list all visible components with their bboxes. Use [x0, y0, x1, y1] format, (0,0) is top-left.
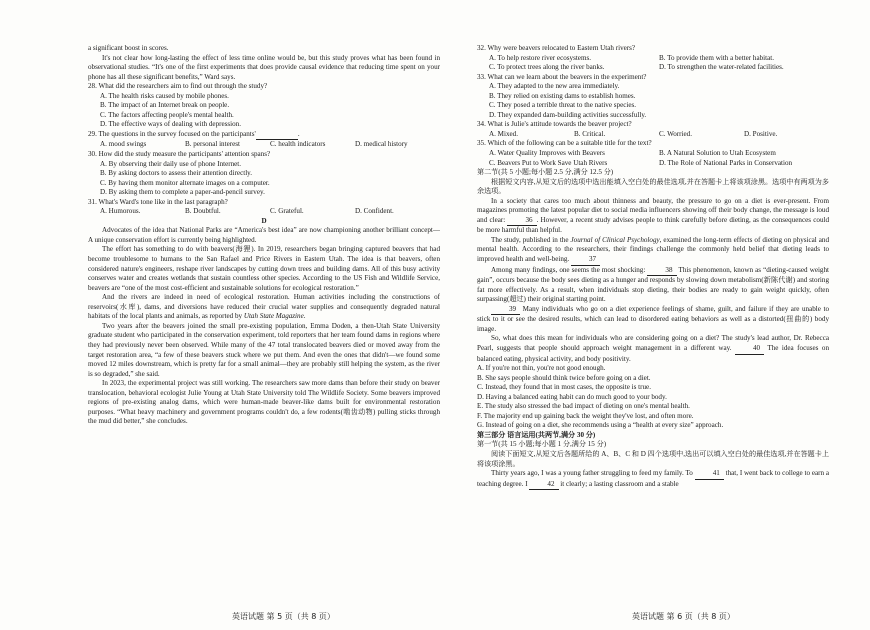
section-title: 第二节(共 5 小题;每小题 2.5 分,满分 12.5 分): [477, 168, 614, 177]
option: A. mood swings: [100, 140, 147, 149]
options-row: [477, 130, 829, 140]
paragraph: And the rivers are indeed in need of ecological restoration. Human activities including the constructions of reservoirs(水库), dams, and diversions have reduced their crucial water supplies and consequently degraded natural habitats of the local plants and animals, as reported by Utah State Magazine.: [88, 293, 440, 321]
options-row: [477, 63, 829, 73]
option: B. A Natural Solution to Utah Ecosystem: [659, 149, 776, 158]
option: C. To protect trees along the river banks.: [489, 63, 605, 72]
left-column: [88, 44, 440, 427]
option: A. To help restore river ecosystems.: [489, 53, 592, 62]
option: D. They expanded dam-building activities successfully.: [489, 110, 647, 119]
page-footer-left: 英语试题 第 5 页（共 8 页）: [232, 612, 335, 621]
section-title: 第一节(共 15 小题;每小题 1 分,满分 15 分): [477, 440, 607, 449]
option: A. If you're not thin, you're not good enough.: [477, 364, 606, 373]
part-heading: 第三部分 语言运用(共两节,满分 30 分): [477, 430, 596, 439]
option: F. The majority end up gaining back the weight they've lost, and often more.: [477, 411, 694, 420]
option: D. Confident.: [355, 207, 394, 216]
option: A. Water Quality Improves with Beavers: [489, 149, 605, 158]
paragraph: Thirty years ago, I was a young father struggling to feed my family. To 41 that, I went back to college to earn a teaching degree. I 42 it clearly; a lasting classroom and a stable: [477, 469, 829, 490]
option: A. They adapted to the new area immediately.: [489, 82, 620, 91]
options-row: [477, 149, 829, 159]
paragraph: In a society that cares too much about thinness and beauty, the pressure to go on a diet is ever-present. From magazines promoting the latest popular diet to social media influencers showing off their body change, the message is loud and clear: 36 . However, a recent study advises people to think carefully before dieting, as the consequences could be more harmful than helpful.: [477, 196, 830, 235]
answer-blank-40: 40: [735, 344, 764, 355]
option: B. They relied on existing dams to establish homes.: [489, 91, 636, 100]
option: B. Doubtful.: [185, 207, 221, 216]
paragraph: a significant boost in scores.: [88, 44, 169, 52]
option: A. The health risks caused by mobile phones.: [100, 91, 229, 100]
paragraph: It's not clear how long-lasting the effect of less time online would be, but this study proves what has been found in observational studies. “It's one of the first experiments that does provide causal evidence that reducing time spent on your phone has all these significant benefits,” Ward says.: [88, 53, 440, 81]
answer-blank-37: 37: [571, 255, 600, 266]
options-row: [477, 159, 829, 169]
option: E. The study also stressed the bad impact of dieting on one's mental health.: [477, 402, 690, 411]
question-32: 32. Why were beavers relocated to Eastern Utah rivers?: [477, 44, 636, 52]
option: D. Positive.: [744, 129, 778, 138]
answer-blank-42: 42: [529, 480, 558, 491]
question-30: 30. How did the study measure the participants' attention spans?: [88, 150, 271, 159]
option: C. health indicators: [270, 140, 326, 149]
answer-blank-41: 41: [695, 469, 724, 480]
paragraph: In 2023, the experimental project was still working. The researchers saw more dams than before their study on beaver translocation, behavioral ecologist Julie Young at Utah State University told The Wildlife Society. Some beavers improved regions of pre-existing analog dams, which were human-made beaver-like dams built for environmental restoration purposes. “What heavy machinery and government programs couldn't do, a few rodents(啮齿动物) pulling sticks through the mud did better,” she concludes.: [88, 379, 440, 426]
option: B. She says people should think twice before going on a diet.: [477, 373, 651, 382]
option: D. By asking them to complete a paper-and-pencil survey.: [100, 188, 265, 197]
question-35: 35. Which of the following can be a suitable title for the text?: [477, 139, 652, 148]
option: C. The factors affecting people's mental health.: [100, 110, 234, 119]
option: D. To strengthen the water-related facilities.: [659, 63, 784, 72]
journal-title: Journal of Clinical Psychology: [570, 235, 660, 244]
paragraph: The effort has something to do with beavers(海狸). In 2019, researchers began bringing captured beavers that had become troublesome to humans to the San Rafael and Price Rivers in Eastern Utah. The idea is that beavers, often considered nature's engineers, reshape river landscapes by cutting down trees and building dams. All of this busy activity conserves water and creates wetlands that sustain countless other species. According to the US Fish and Wildlife Service, beavers are “one of the most cost-efficient and sustainable solutions for ecological restoration.”: [88, 245, 440, 292]
paragraph: Two years after the beavers joined the small pre-existing population, Emma Doden, a then-Utah State University graduate student who participated in the conservation experiment, told reporters that her team found dams in regions where they had previously never been observed. While many of the 47 total translocated beavers died or moved away from the target restoration area, “a few of these beavers stuck where we put them. And even the ones that didn't—we found some moved 12 miles downstream, which is pretty far for a small animal—they are probably still helping the system, as the river is so degraded,” she said.: [88, 321, 440, 378]
answer-blank-38: 38: [647, 266, 676, 277]
answer-blank: [256, 130, 298, 141]
answer-blank-39: 39: [491, 305, 520, 316]
option: C. They posed a terrible threat to the native species.: [489, 101, 637, 110]
question-33: 33. What can we learn about the beavers in the experiment?: [477, 72, 647, 81]
option: C. Worried.: [659, 129, 692, 138]
paragraph: The study, published in the Journal of Clinical Psychology, examined the long-term effects of dieting on physical and mental health. According to the researchers, their findings challenge the commonly held belief that dieting leads to improved health and well-being. 37: [477, 236, 829, 266]
option: C. Beavers Put to Work Save Utah Rivers: [489, 158, 608, 167]
answer-blank-36: 36: [507, 216, 536, 227]
question-34: 34. What is Julie's attitude towards the beaver project?: [477, 120, 632, 129]
instructions: 根据短文内容,从短文后的选项中选出能填入空白处的最佳选项,并在答题卡上将该项涂黑。选项中有两项为多余选项。: [477, 177, 829, 196]
question-29: 29. The questions in the survey focused on the participants' .: [88, 130, 440, 141]
option: B. To provide them with a better habitat.: [659, 53, 775, 62]
option: G. Instead of going on a diet, she recommends using a “health at every size” approach.: [477, 421, 724, 430]
question-28: 28. What did the researchers aim to find out through the study?: [88, 82, 268, 91]
option: C. Grateful.: [270, 207, 304, 216]
magazine-title: Utah State Magazine: [243, 312, 304, 321]
option: B. The impact of an Internet break on people.: [100, 101, 230, 110]
option: A. Humorous.: [100, 207, 141, 216]
page-footer-right: 英语试题 第 6 页（共 8 页）: [632, 612, 735, 621]
option: C. Instead, they found that in most cases, the opposite is true.: [477, 383, 651, 392]
paragraph: Advocates of the idea that National Parks are “America's best idea” are now championing another brilliant concept—A unique conservation effort is currently being highlighted.: [88, 226, 440, 244]
option: B. By asking doctors to assess their attention directly.: [100, 169, 253, 178]
option: A. Mixed.: [489, 129, 518, 138]
paragraph: So, what does this mean for individuals who are considering going on a diet? The study's lead author, Dr. Rebecca Pearl, suggests that people should approach weight management in a different way. 40 The idea focuses on balanced eating, physical activity, and body positivity.: [477, 334, 829, 363]
option: D. The effective ways of dealing with depression.: [100, 120, 241, 129]
options-row: [88, 140, 440, 150]
section-heading-d: D: [261, 216, 267, 225]
option: D. Having a balanced eating habit can do much good to your body.: [477, 392, 667, 401]
question-31: 31. What's Ward's tone like in the last paragraph?: [88, 197, 228, 206]
options-row: [477, 54, 829, 64]
option: B. Critical.: [574, 129, 606, 138]
option: A. By observing their daily use of phone Internet.: [100, 159, 242, 168]
right-column: [477, 44, 829, 490]
option: D. medical history: [355, 140, 408, 149]
paragraph: Among many findings, one seems the most shocking: 38 This phenomenon, known as “dieting-caused weight gain”, occurs because the body sees dieting as a hunger and responds by slowing down metabolism(新陈代谢) and storing fat more effectively. As a result, when individuals stop dieting, their bodies are ready to gain weight quickly, often surpassing(超过) their original starting point.: [477, 265, 829, 304]
options-row: [88, 207, 440, 217]
instructions: 阅读下面短文,从短文后各题所给的 A、B、C 和 D 四个选项中,选出可以填入空白处的最佳选项,并在答题卡上将该项涂黑。: [477, 449, 829, 468]
option: D. The Role of National Parks in Conservation: [659, 158, 793, 167]
paragraph: 39 Many individuals who go on a diet experience feelings of shame, guilt, and failure if they are unable to stick to it or see the desired results, which can lead to disordered eating behaviors as well as a distorted(扭曲的) body image.: [477, 304, 829, 333]
option: B. personal interest: [185, 140, 240, 149]
option: C. By having them monitor alternate images on a computer.: [100, 178, 270, 187]
